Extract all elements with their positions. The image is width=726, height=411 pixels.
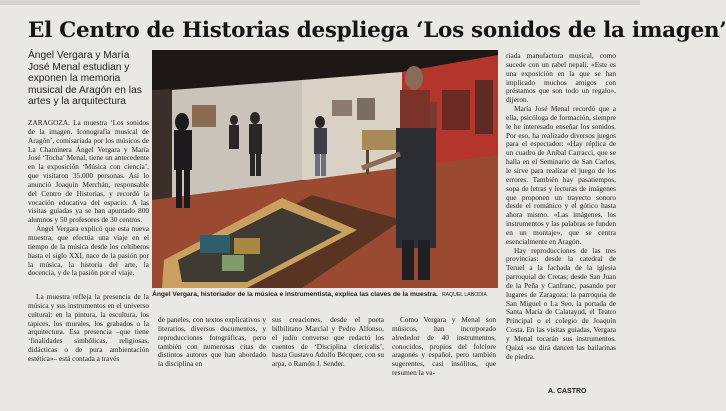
photo-caption bbox=[152, 291, 498, 298]
body-paragraph: riada manufactura musical, como sucede con un rabel nepalí. «Este es una exposición en la que se han implicado muchos amigos con préstamos que son todo un regalo», dijeron. bbox=[506, 51, 616, 105]
author-signature: A. CASTRO bbox=[548, 388, 587, 395]
body-paragraph: Ángel Vergara explicó que esta nueva muestra, que efectúa una viaje en el tiempo de la música desde los celtíberos hasta el siglo XXI, nace de la pasión por la música, la historia del arte, la docencia, y de la pasión por el viaje. bbox=[28, 224, 149, 278]
caption-text: Ángel Vergara, historiador de la música e instrumentista, explica las claves de la muestra. bbox=[152, 291, 438, 298]
article-deck: Ángel Vergara y María José Menal estudian y exponen la memoria musical de Aragón en las artes y la arquitectura bbox=[28, 50, 142, 107]
exhibition-photo-illustration bbox=[152, 50, 498, 288]
body-column-3: sus creaciones, desde el poeta bilbilitano Marcial y Pedro Alfonso, el judío converso que redactó los cuentos de ‘Disciplina clericalis’, hasta Gustavo Adolfo Bécquer, con su arpa, o Ramón J. Sender. bbox=[272, 315, 384, 369]
article-headline: El Centro de Historias despliega ‘Los sonidos de la imagen’ bbox=[28, 18, 726, 43]
body-column-4: Como Vergara y Menal son músicos, han incorporado alrededor de 40 instrumentos, conocidos, propios del folclore aragonés y español, pero también sugerentes, casi insólitos, que resumen la va- bbox=[392, 315, 496, 378]
body-column-1-bottom bbox=[28, 293, 149, 364]
body-column-2: de paneles, con textos explicativos y literarios, diversos documentos, y reproducciones fotográficas, pero también con numerosas citas de distintos autores que han abordado la disciplina en bbox=[158, 315, 266, 369]
body-paragraph: Hay reproducciones de las tres provincias: desde la catedral de Teruel a la fachada de la iglesia parroquial de Cretas; desde San Juan de la Peña y Canfranc, pasando por lugares de Zaragoza: la parroquia de San Miguel o La Seo, la portada de Santa María de Calatayud, el Teatro Principal o el colegio de Joaquín Costa. En las visitas guiadas, Vergara y Menal tocarán sus instrumentos. Quizá «se dirá dancen las bailarinas de piedra. bbox=[506, 245, 616, 361]
body-column-5 bbox=[506, 52, 616, 362]
photo-credit: RAQUEL LABODIA bbox=[441, 292, 487, 298]
body-paragraph: María José Menal recordó que a ella, psicóloga de formación, siempre le he interesado enseñar los sonidos. Por eso, ha realizado diversos juegos para el espectador: «Hay réplica de un cuadro de Aníbal Carracci, que se halla en el Seminario de San Carlos, le sirve para realizar el juego de los errores. También hay pasatiempos, sopa de letras y lecturas de imágenes que proponen un trayecto sonoro desde el románico y el gótico hasta ahora mismo. «Las imágenes, los instrumentos y las palabras se funden en un montaje», que se centra esencialmente en Aragón. bbox=[506, 104, 616, 246]
body-column-1 bbox=[28, 119, 149, 278]
exhibition-photo bbox=[152, 50, 498, 288]
body-paragraph: ZARAGOZA. La muestra ‘Los sonidos de la imagen. Iconografía musical de Aragón’, comisariada por los músicos de La Chaminera Ángel Vergara y María José ‘Tocha’ Menal, tiene un antecedente en la exposición ‘Música con ciencia’, que visitaron 35.000 personas. Así lo anunció Joaquín Merchán, responsable del Centro de Historias, y recordó la vocación educativa del espacio. A las visitas guiadas ya se han apuntado 800 alumnos y 50 profesores de 30 centros. bbox=[28, 118, 149, 225]
top-divider bbox=[0, 0, 640, 5]
body-paragraph: La muestra refleja la presencia de la música y sus instrumentos en el universo cultural: en la pintura, la escultura, los tapices, los murales, los grabados o la arquitectura. Esa presencia –que tiene ‘finalidades simbólicas, religiosas, didácticas o de pura ambientación estética»– está contada a través bbox=[28, 292, 149, 363]
